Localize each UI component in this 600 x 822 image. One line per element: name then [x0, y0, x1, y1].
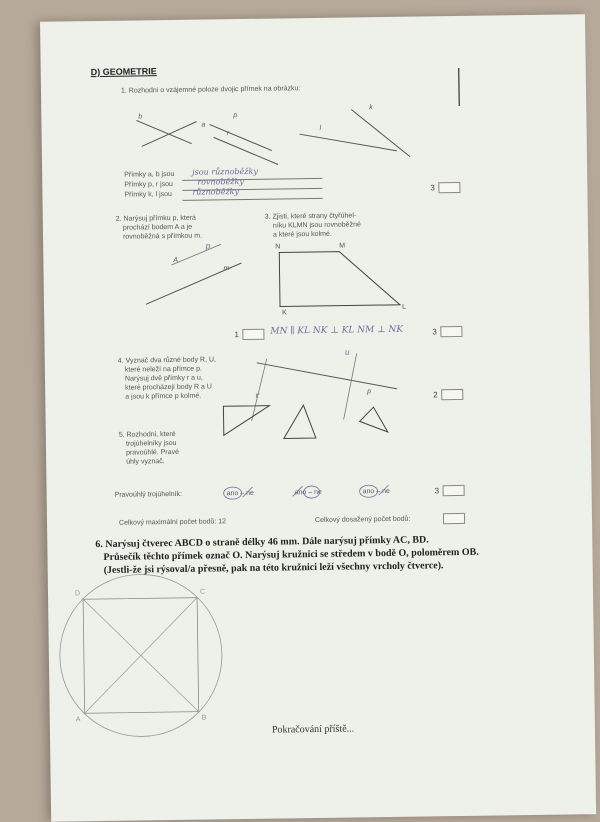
q6-line-2: Průsečík těchto přímek označ O. Narýsuj kružnici se středem v bodě O, poloměrem OB.	[103, 546, 479, 563]
q2-prompt-3: rovnoběžná s přímkou m.	[122, 232, 203, 241]
q1-answer-3-label: Přímky k, l jsou	[124, 190, 172, 199]
q2-label-p: p	[205, 241, 211, 251]
q2-label-A: A	[173, 256, 179, 264]
total-max-points: Celkový maximální počet bodů: 12	[118, 518, 227, 527]
q5-prompt-2: trojúhelníky jsou	[125, 439, 177, 448]
q4-prompt-1: 4. Vyznač dva různé body R, U,	[117, 356, 217, 365]
q4-points: 2	[433, 390, 438, 400]
q4-prompt-5: a jsou k přímce p kolmé.	[125, 392, 202, 401]
q4-label-r: r	[255, 390, 260, 400]
q1-points: 3	[430, 183, 435, 193]
q6-construction	[40, 14, 596, 822]
q5-prompt-3: pravoúhlé. Pravé	[126, 448, 180, 457]
q1-answer-1-handwritten: jsou různoběžky	[192, 166, 258, 177]
q2-prompt-1: 2. Narýsuj přímku p, která	[115, 214, 196, 223]
q4-label-u: u	[344, 347, 350, 357]
triangle-3-choice[interactable]: ano – ne	[362, 487, 390, 496]
q3-vertex-M: M	[339, 242, 346, 250]
q6-line-3: (Jestli-že jsi rýsoval/a přesně, pak na této kružnici leží všechny vrcholy čtverce).	[103, 560, 444, 576]
q2-label-m: m	[223, 265, 230, 273]
q3-vertex-K: K	[282, 309, 287, 317]
triangle-2-choice[interactable]: ano – ne	[294, 488, 322, 497]
q1-label-r: r	[226, 130, 229, 138]
triangle-1-choice[interactable]: ano – ne	[226, 489, 254, 498]
q3-handwritten-answer: MN ∥ KL NK ⊥ KL NM ⊥ NK	[270, 324, 404, 337]
q1-answer-1-label: Přímky a, b jsou	[124, 170, 175, 179]
q6-vertex-D: D	[74, 590, 81, 598]
worksheet-page	[40, 14, 596, 822]
q3-vertex-L: L	[401, 303, 407, 311]
q4-prompt-4: které procházejí body R a U	[125, 383, 212, 392]
q3-points: 3	[432, 327, 437, 337]
q1-label-a: a	[201, 121, 206, 129]
q1-prompt: 1. Rozhodni o vzájemné poloze dvojic přímek na obrázku:	[120, 85, 301, 95]
q3-prompt-3: a které jsou kolmé.	[272, 230, 332, 239]
footer-continued: Pokračování příště...	[271, 723, 355, 736]
q2-points: 1	[234, 330, 239, 340]
q6-vertex-B: B	[201, 714, 207, 722]
q1-answer-2-label: Přímky p, r jsou	[124, 180, 173, 189]
q4-label-p: p	[367, 388, 372, 396]
q5-prompt-1: 5. Rozhodni, které	[118, 430, 176, 439]
q2-prompt-2: prochází bodem A a je	[122, 223, 193, 232]
q6-vertex-C: C	[199, 588, 206, 596]
q6-vertex-A: A	[75, 716, 81, 724]
total-achieved-label: Celkový dosažený počet bodů:	[314, 515, 411, 525]
q3-vertex-N: N	[275, 243, 281, 251]
q5-prompt-4: úhly vyznač.	[126, 458, 165, 466]
q1-answer-2-handwritten: rovnoběžky	[197, 176, 244, 187]
right-triangle-label: Pravoúhlý trojúhelník:	[114, 490, 183, 499]
q4-prompt-2: které neleží na přímce p.	[124, 365, 202, 374]
q4-prompt-3: Narýsuj dvě přímky r a u,	[124, 374, 203, 383]
q1-label-b: b	[138, 113, 143, 121]
q1-label-p: p	[233, 112, 238, 120]
section-title: D) GEOMETRIE	[90, 66, 157, 78]
q1-label-k: k	[369, 104, 373, 112]
q5-points: 3	[434, 486, 440, 496]
q1-answer-3-handwritten: různoběžky	[192, 187, 240, 197]
q1-label-l: l	[319, 124, 322, 132]
q3-prompt-2: níku KLMN jsou rovnoběžné	[272, 221, 361, 230]
q6-line-1: 6. Narýsuj čtverec ABCD o straně délky 46 mm. Dále narýsuj přímky AC, BD.	[95, 534, 429, 551]
q3-prompt-1: 3. Zjisti, které strany čtyřúhel-	[264, 212, 357, 221]
